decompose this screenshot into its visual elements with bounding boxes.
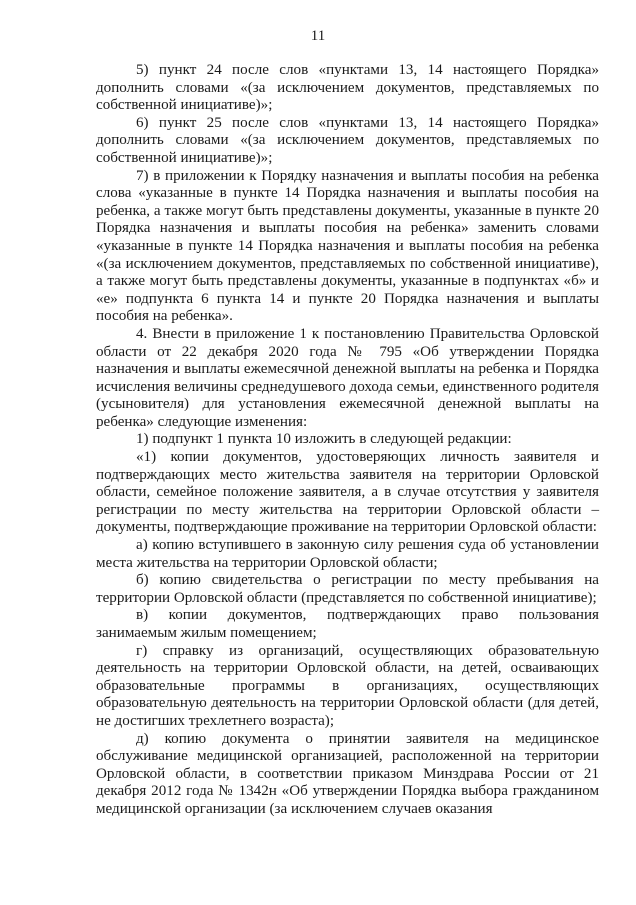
paragraph-quoted-item-1: «1) копии документов, удостоверяющих личность заявителя и подтверждающих место жительства заявителя на территории Орловской области, семейное положение заявителя, а в случае отсутствия у заявителя регистрации по месту жительства на территории Орловской области – документы, подтверждающие проживание на территории Орловской области: [96,449,599,536]
paragraph-letter-b: б) копию свидетельства о регистрации по месту пребывания на территории Орловской области (представляется по собственной инициативе); [96,572,599,606]
page-number: 11 [310,28,326,44]
paragraph-item-7: 7) в приложении к Порядку назначения и выплаты пособия на ребенка слова «указанные в пункте 14 Порядка назначения и выплаты пособия на ребенка, а также могут быть представлены документы, указанные в пункте 20 Порядка назначения и выплаты пособия на ребенка» заменить словами «указанные в пункте 14 Порядка назначения и выплаты пособия на ребенка «(за исключением документов, представляемых по собственной инициативе), а также могут быть представлены документы, указанные в подпунктах «б» и «е» подпункта 6 пункта 14 и пункте 20 Порядка назначения и выплаты пособия на ребенка». [96,167,599,325]
paragraph-section-4: 4. Внести в приложение 1 к постановлению Правительства Орловской области от 22 декабря 2020 года № 795 «Об утверждении Порядка назначения и выплаты ежемесячной денежной выплаты на ребенка и Порядка исчисления величины среднедушевого дохода семьи, единственного родителя (усыновителя) для установления ежемесячной денежной выплаты на ребенка» следующие изменения: [96,325,599,430]
paragraph-letter-d: д) копию документа о принятии заявителя на медицинское обслуживание медицинской организацией, расположенной на территории Орловской области, в соответствии приказом Минздрава России от 21 декабря 2012 года № 1342н «Об утверждении Порядка выбора гражданином медицинской организации (за исключением случаев оказания [96,730,599,817]
paragraph-item-5: 5) пункт 24 после слов «пунктами 13, 14 настоящего Порядка» дополнить словами «(за исключением документов, представляемых по собственной инициативе)»; [96,62,599,114]
document-body [96,62,599,819]
paragraph-letter-a: а) копию вступившего в законную силу решения суда об установлении места жительства на территории Орловской области; [96,537,599,571]
paragraph-item-6: 6) пункт 25 после слов «пунктами 13, 14 настоящего Порядка» дополнить словами «(за исключением документов, представляемых по собственной инициативе)»; [96,114,599,166]
paragraph-letter-g: г) справку из организаций, осуществляющих образовательную деятельность на территории Орловской области, на детей, осваивающих образовательные программы в организациях, осуществляющих образовательную деятельность на территории Орловской области (для детей, не достигших трехлетнего возраста); [96,642,599,729]
paragraph-letter-v: в) копии документов, подтверждающих право пользования занимаемым жилым помещением; [96,607,599,641]
paragraph-subitem-1: 1) подпункт 1 пункта 10 изложить в следующей редакции: [136,431,512,448]
